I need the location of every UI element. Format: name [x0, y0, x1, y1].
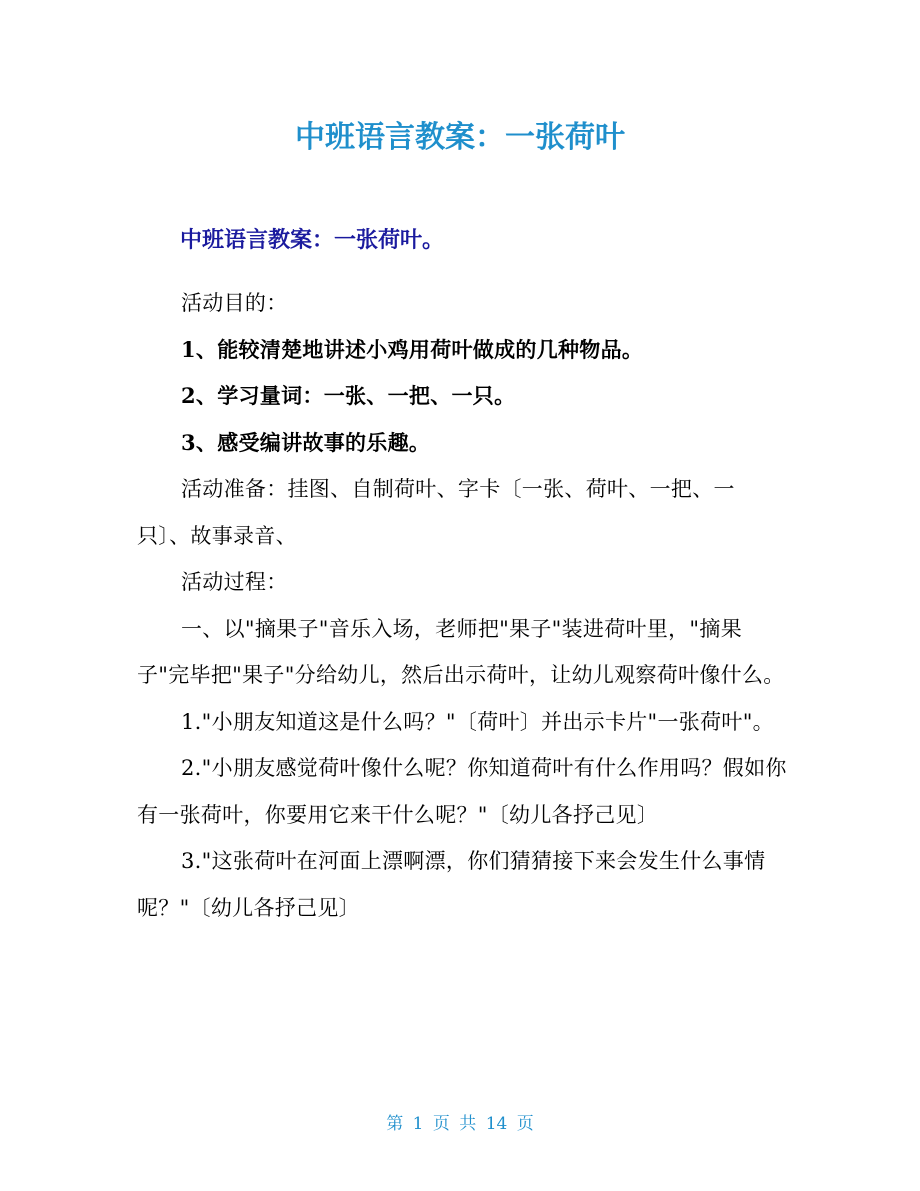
paragraph-question-1: 1."小朋友知道这是什么吗？"〔荷叶〕并出示卡片"一张荷叶"。	[181, 709, 774, 734]
section-heading: 中班语言教案：一张荷叶。	[180, 228, 445, 253]
paragraph-activity-goals: 活动目的：	[181, 291, 288, 315]
document-title: 中班语言教案：一张荷叶	[295, 120, 625, 155]
paragraph-step-one: 一、以"摘果子"音乐入场，老师把"果子"装进荷叶里，"摘果子"完毕把"果子"分给幼儿，然后出示荷叶，让幼儿观察荷叶像什么。	[137, 616, 785, 687]
paragraph-question-2: 2."小朋友感觉荷叶像什么呢？你知道荷叶有什么作用吗？假如你有一张荷叶，你要用它来干什么呢？"〔幼儿各抒己见〕	[137, 756, 787, 827]
page-number-footer: 第 1 页 共 14 页	[386, 1114, 534, 1134]
paragraph-goal-1: 1、能较清楚地讲述小鸡用荷叶做成的几种物品。	[181, 336, 644, 362]
document-body	[137, 280, 787, 931]
paragraph-question-3: 3."这张荷叶在河面上漂啊漂，你们猜猜接下来会发生什么事情呢？"〔幼儿各抒己见〕	[137, 849, 766, 920]
paragraph-goal-2: 2、学习量词：一张、一把、一只。	[181, 383, 516, 408]
paragraph-activity-prep: 活动准备：挂图、自制荷叶、字卡〔一张、荷叶、一把、一只〕、故事录音、	[137, 477, 735, 548]
paragraph-goal-3: 3、感受编讲故事的乐趣。	[181, 429, 431, 455]
paragraph-activity-process: 活动过程：	[181, 570, 288, 594]
